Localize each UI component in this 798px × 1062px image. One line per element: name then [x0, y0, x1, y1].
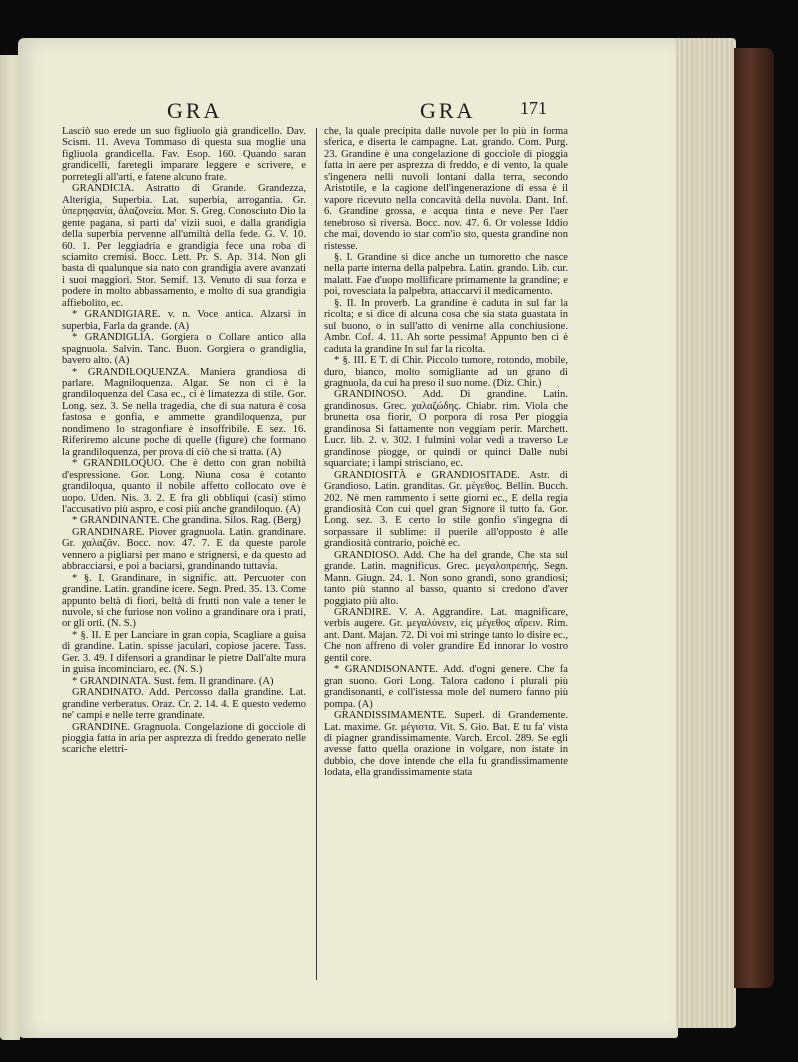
- previous-page-edge: [0, 55, 20, 1040]
- entry-paragraph: §. II. In proverb. La grandine è caduta in sul far la ricolta; e si dice di alcuna cosa che sia stata guastata in sul buono, o in sull'atto di venirne alla conchiusione. Ambr. Cof. 4. 11. Ah sorte pessima! Appunto ben ci è caduta la grandine In sul far la ricolta.: [324, 297, 568, 355]
- entry-paragraph: * GRANDINANTE. Che grandina. Silos. Rag. (Berg): [72, 515, 301, 527]
- entry-paragraph: §. I. Grandine si dice anche un tumoretto che nasce nella parte interna della palpebra. Latin. grando. Lib. cur. malatt. Fae d'uopo mollificare primamente la grandine; e poi, rovesciata la palpebra, attaccarvi il medicamento.: [324, 251, 568, 298]
- entry-paragraph: * GRANDINATA. Sust. fem. Il grandinare. (A): [72, 675, 274, 687]
- entry-paragraph: * §. I. Grandinare, in signific. att. Percuoter con grandine. Latin. grandine icere. Segn. Pred. 35. 13. Come appunto beltà di fiori, beltà di frutti non vale a tener le nuvole, sì che furiose non volino a grandinare ora i prati, or gli orti. (N. S.): [62, 572, 306, 630]
- page-number: 171: [520, 98, 547, 118]
- page-stack-edge: [676, 38, 736, 1028]
- entry-paragraph: GRANDINE. Gragnuola. Congelazione di gocciole di pioggia fatta in aria per asprezza di freddo generato nelle scariche elettri-: [62, 721, 306, 756]
- entry-paragraph: GRANDINARE. Piover gragnuola. Latin. grandinare. Gr. χαλαζᾶν. Bocc. nov. 47. 7. E da queste parole vennero a pigliarsi per mano e strignersi, e da questo ad abbracciarsi, e poi a baciarsi, grandinando tuttavia.: [62, 526, 306, 573]
- running-head-right: GRA: [420, 98, 476, 123]
- entry-paragraph: * §. II. E per Lanciare in gran copia, Scagliare a guisa di grandine. Latin. spisse jaculari, copiose jacere. Tass. Ger. 3. 49. I difensori a grandinar le pietre Dall'alte mura in guisa incominciaro, ec. (N. S.): [62, 629, 306, 676]
- entry-paragraph: che, la quale precipita dalle nuvole per lo più in forma sferica, e diserta le campagne. Lat. grando. Com. Purg. 23. Grandine è una congelazione di gocciole di pioggia fatta in aere per asprezza di freddo, e di vento, la quale s'ingenera nelli nuvoli lontani dalla terra, secondo Aristotile, e la cagione dell'ingenerazione di essa è il vapore ricevuto nella concavità della nuvola. Dant. Inf. 6. Grandine grossa, e acqua tinta e neve Per l'aer tenebroso si riversa. Bocc. nov. 47. 6. Or volesse Iddio che mai, dovendo io star com'io sto, questa grandine non ristesse.: [324, 126, 568, 252]
- entry-paragraph: * GRANDIGIARE. v. n. Voce antica. Alzarsi in superbia, Farla da grande. (A): [62, 309, 306, 332]
- entry-paragraph: Lasciò suo erede un suo figliuolo già grandicello. Dav. Scism. 11. Aveva Tommaso di questa sua moglie una figliuola grandicella. Fav. Esop. 160. Quando saran grandicelli, faretegli imparare leggere e scrivere, e porretegli all'arti, e fatene alcuno frate.: [62, 126, 306, 183]
- left-column: [62, 126, 306, 986]
- entry-paragraph: * GRANDISONANTE. Add. d'ogni genere. Che fa gran suono. Gori Long. Talora cadono i plurali più grandisonanti, e coll'istessa mole del numero fanno più pompa. (A): [324, 664, 568, 710]
- entry-paragraph: * GRANDIGLIA. Gorgiera o Collare antico alla spagnuola. Salvin. Tanc. Buon. Gorgiera o grandiglia, bavero alto. (A): [62, 332, 306, 367]
- entry-paragraph: GRANDINATO. Add. Percosso dalla grandine. Lat. grandine verberatus. Oraz. Cr. 2. 14. 4. E questo vedemo ne' campi e nelle terre grandinate.: [62, 687, 306, 722]
- entry-paragraph: GRANDISSIMAMENTE. Superl. di Grandemente. Lat. maxime. Gr. μέγιστα. Vit. S. Gio. Bat. E tu fa' vista di piagner grandissimamente. Varch. Ercol. 289. Se egli avesse fatto quella orazione in volgare, non istate in dubbio, che dove intende che ella fu grandissimamente lodata, ella grandissimamente stata: [324, 710, 568, 779]
- entry-paragraph: GRANDIRE. V. A. Aggrandire. Lat. magnificare, verbis augere. Gr. μεγαλύνειν, εἰς μέγεθος αἴρειν. Rim. ant. Dant. Majan. 72. Di voi mi stringe tanto lo disire ec., Che non affreno di voler grandire Ed innorar lo vostro gentil core.: [324, 607, 568, 664]
- entry-paragraph: GRANDINOSO. Add. Di grandine. Latin. grandinosus. Grec. χαλαζώδης. Chiabr. rim. Viola che brunetta osa fiorir, O porpora di rosa Per pioggia grandinosa Sì fattamente non veggiam perir. Marchett. Lucr. lib. 2. v. 302. I fulmini volar vedi a traverso Le grandinose piogge, or quindi or quinci Dalle nubi squarciate; i lampi strisciano, ec.: [324, 389, 568, 470]
- column-divider: [316, 128, 317, 980]
- entry-paragraph: * §. III. E T. di Chir. Piccolo tumore, rotondo, mobile, duro, bianco, molto somigliante ad un grano di gragnuola, da cui ha preso il suo nome. (Diz. Chir.): [324, 355, 568, 389]
- entry-paragraph: GRANDIOSITÀ e GRANDIOSITADE. Astr. di Grandioso. Latin. granditas. Gr. μέγεθος. Bellin. Bucch. 202. Nè men rammento i sette giorni ec., E della regia grandiosità Con cui quel gran Signore il tutto fa. Gor. Long. sez. 3. E certo lo stile gonfio s'ingegna di sorpassare il sublime: il puerile all'opposto è alle grandiosità contrario, poichè ec.: [324, 469, 568, 550]
- entry-paragraph: * GRANDILOQUO. Che è detto con gran nobiltà d'espressione. Gor. Long. Niuna cosa è cotanto grandiloqua, quanto il nobile affetto collocato ove è uopo. Uden. Nis. 3. 2. E fra gli obbliqui (casi) stimo l'accusativo più aspro, e così più anche grandiloquo. (A): [62, 458, 306, 515]
- entry-paragraph: GRANDIOSO. Add. Che ha del grande, Che sta sul grande. Latin. magnificus. Grec. μεγαλοπρεπής. Segn. Mann. Giugn. 24. 1. Non sono grandi, sono grandiosi; tanto più stanno al basso, quanto si credono d'aver poggiato più alto.: [324, 549, 568, 607]
- entry-paragraph: * GRANDILOQUENZA. Maniera grandiosa di parlare. Magniloquenza. Algar. Se non ci è la grandiloquenza del Casa ec., ci è limatezza di stile. Gor. Long. sez. 3. Se nella tragedia, che di sua natura è cosa fastosa e gonfia, e ammette grandiloquenza, pur nondimeno lo stragonfiare è insoffribile. E sez. 16. Riferiremo alcune poche di quelle (figure) che formano la grandiloquenza, per prova di ciò che si tratta. (A): [62, 366, 306, 458]
- running-head-left: GRA: [167, 98, 223, 123]
- entry-paragraph: GRANDICIA. Astratto di Grande. Grandezza, Alterigia, Superbia. Lat. superbia, arrogantia. Gr. ὑπερηφανία, ἀλαζονεία. Mor. S. Greg. Conosciuto Dio la gente pagana, si partì da' vizii suoi, e dalla grandigia della superbia pervenne all'umiltà della fede. G. V. 10. 60. 1. Per leggiadria e grandigia fece una roba di sciamito cremisi. Bocc. Lett. Pr. S. Ap. 314. Non gli basta di qualunque sia nato con grandigia avere avanzati i suoi maggiori. Stor. Semif. 13. Venuto di sua forza e podere in molto abbassamento, e molto di sua grandigia affiebolito, ec.: [62, 183, 306, 309]
- book-cover: [734, 48, 774, 988]
- right-column: [324, 126, 568, 986]
